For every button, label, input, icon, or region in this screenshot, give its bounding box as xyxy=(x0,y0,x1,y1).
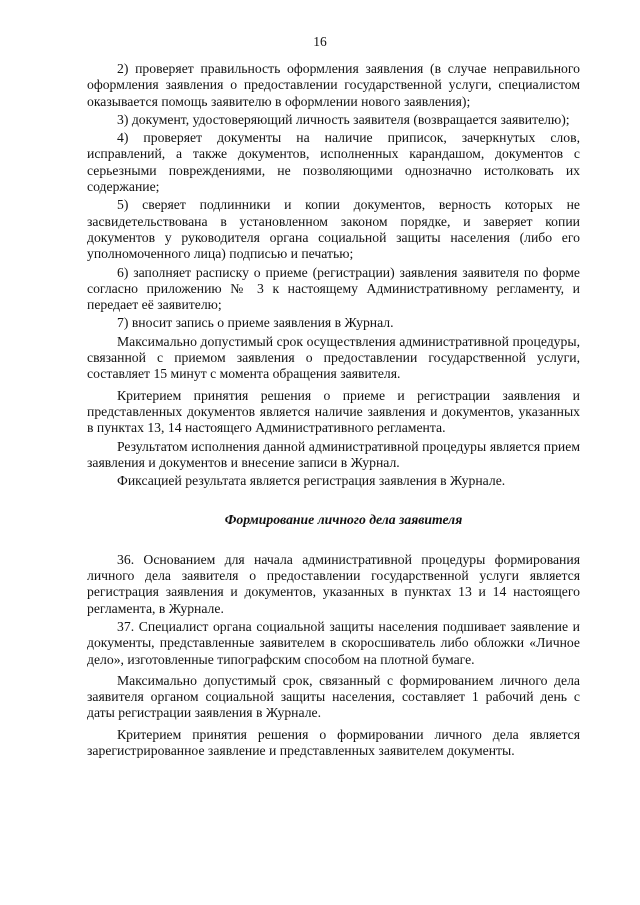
paragraph-item-7: 7) вносит запись о приеме заявления в Журнал. xyxy=(117,315,394,331)
paragraph-result: Результатом исполнения данной административной процедуры является прием заявления и документов и внесение записи в Журнал. xyxy=(87,438,580,470)
paragraph-item-3: 3) документ, удостоверяющий личность заявителя (возвращается заявителю); xyxy=(117,111,570,127)
document-body xyxy=(87,61,580,761)
paragraph-item-4: 4) проверяет документы на наличие приписок, зачеркнутых слов, исправлений, а также документов, исполненных карандашом, документов с серьезными повреждениями, не позволяющими однозначно истолковать их содержание; xyxy=(87,130,580,195)
paragraph-36: 36. Основанием для начала административной процедуры формирования личного дела заявителя о предоставлении государственной услуги является регистрация заявления и документов, указанных в пунктах 13 и 14 настоящего регламента, в Журнале. xyxy=(87,551,580,616)
page-number: 16 xyxy=(313,34,327,49)
paragraph-fixation: Фиксацией результата является регистрация заявления в Журнале. xyxy=(117,473,506,489)
paragraph-item-5: 5) сверяет подлинники и копии документов, верность которых не засвидетельствована в установленном законом порядке, и заверяет копии документов у руководителя органа социальной защиты населения (либо его уполномоченного лица) подписью и печатью; xyxy=(87,197,580,262)
paragraph-max-term-file: Максимально допустимый срок, связанный с формированием личного дела заявителя органом социальной защиты населения, составляет 1 рабочий день с даты регистрации заявления в Журнале. xyxy=(87,672,580,721)
paragraph-max-term: Максимально допустимый срок осуществления административной процедуры, связанной с приемом заявления о предоставлении государственной услуги, составляет 15 минут с момента обращения заявителя. xyxy=(87,333,580,382)
paragraph-item-6: 6) заполняет расписку о приеме (регистрации) заявления заявителя по форме согласно приложению № 3 к настоящему Административному регламенту, и передает её заявителю; xyxy=(87,264,580,313)
paragraph-37: 37. Специалист органа социальной защиты населения подшивает заявление и документы, представленные заявителем в скоросшиватель либо обложки «Личное дело», изготовленные типографским способом на плотной бумаге. xyxy=(87,618,580,667)
paragraph-item-2: 2) проверяет правильность оформления заявления (в случае неправильного оформления заявления о предоставлении государственной услуги, специалистом оказывается помощь заявителю в оформлении нового заявления); xyxy=(87,61,580,109)
paragraph-criterion-file: Критерием принятия решения о формировании личного дела является зарегистрированное заявление и представленных заявителем документы. xyxy=(87,726,580,758)
section-heading: Формирование личного дела заявителя xyxy=(224,512,463,528)
paragraph-criterion: Критерием принятия решения о приеме и регистрации заявления и представленных документов является наличие заявления и документов, указанных в пунктах 13, 14 настоящего Административного регламента. xyxy=(87,387,580,436)
